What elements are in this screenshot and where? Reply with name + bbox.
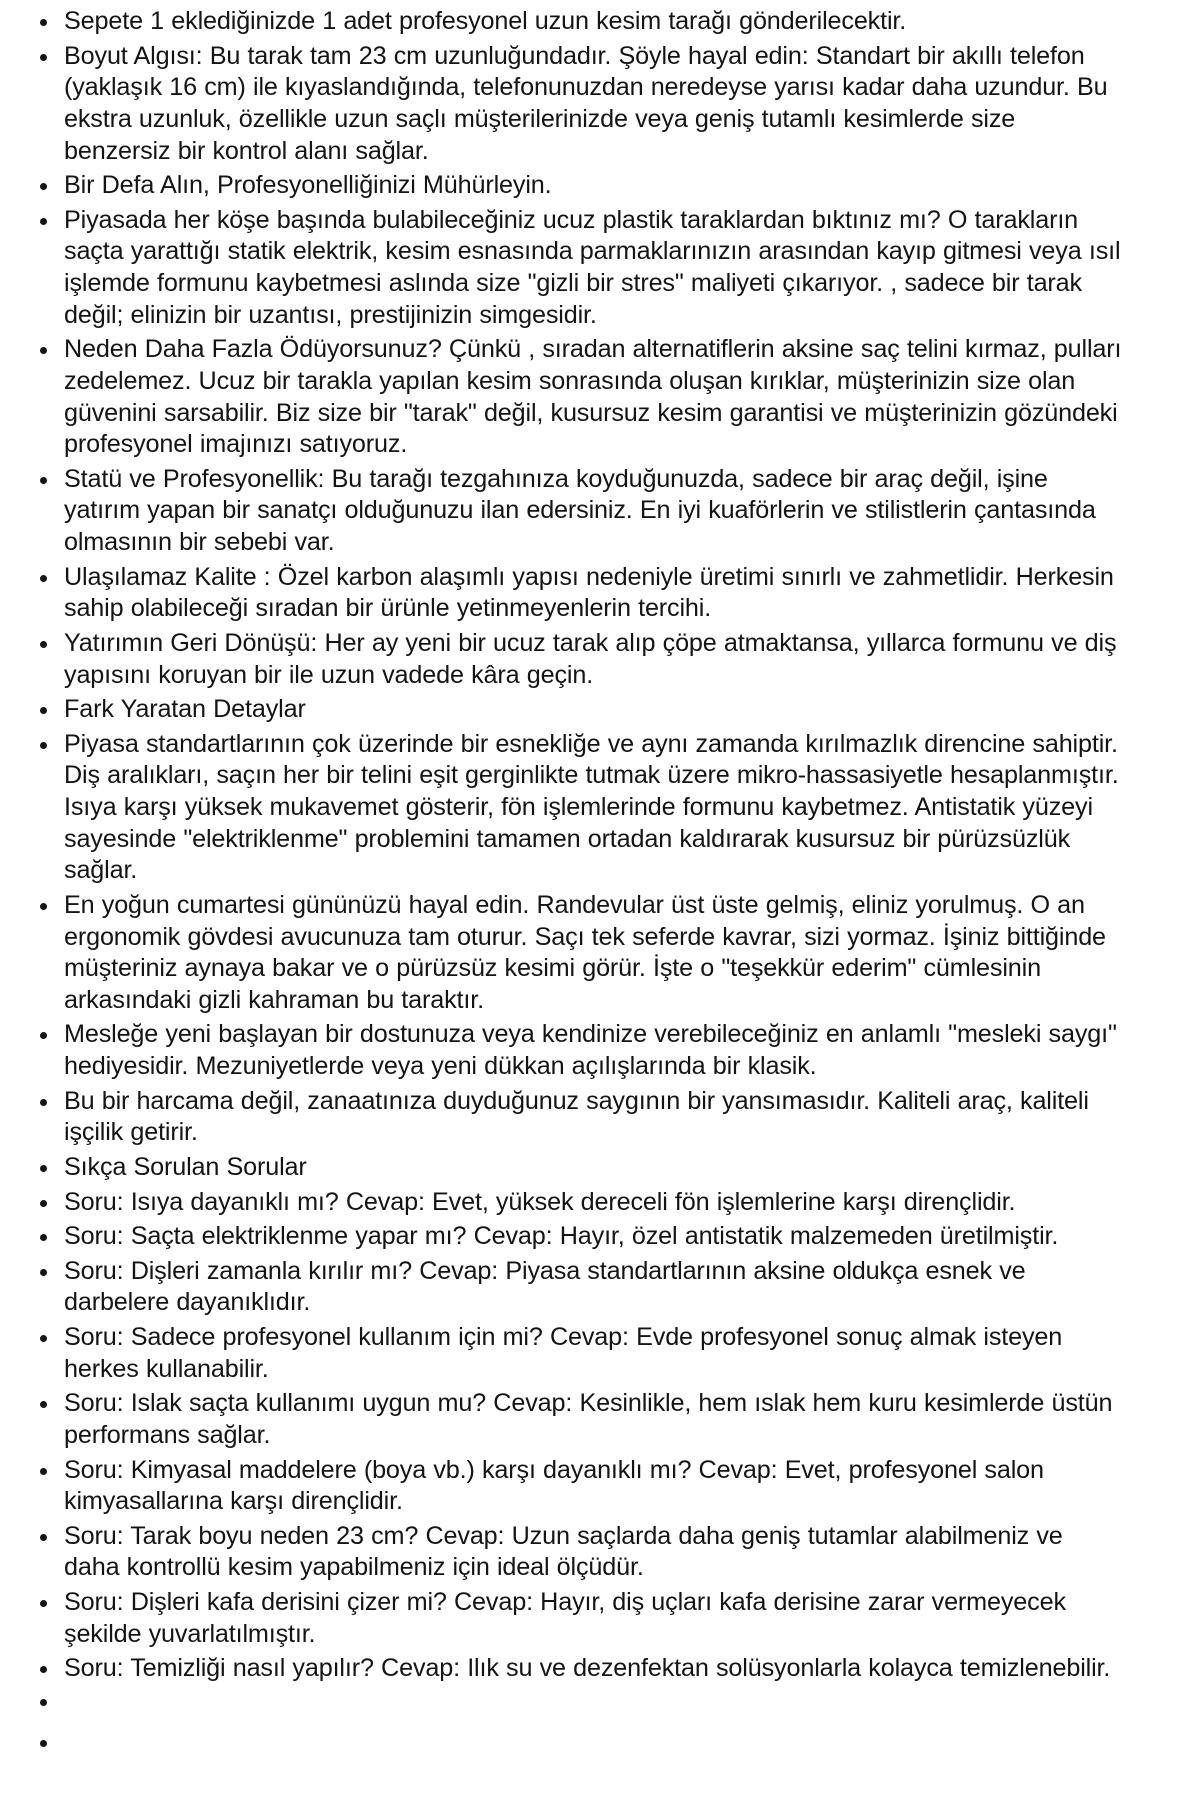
bullet-item: En yoğun cumartesi gününüzü hayal edin. Randevular üst üste gelmiş, eliniz yorulmuş. O an ergonomik gövdesi avucunuza tam oturur. Saçı tek seferde kavrar, sizi yormaz. İşiniz bittiğinde müşteriniz aynaya bakar ve o pürüzsüz kesimi görür. İşte o "teşekkür ederim" cümlesinin arkasındaki gizli kahraman bu taraktır.	[22, 890, 1122, 1017]
bullet-item: Piyasa standartlarının çok üzerinde bir esnekliğe ve aynı zamanda kırılmazlık direncine sahiptir. Diş aralıkları, saçın her bir telini eşit gerginlikte tutmak üzere mikro-hassasiyetle hesaplanmıştır. Isıya karşı yüksek mukavemet gösterir, fön işlemlerinde formunu kaybetmez. Antistatik yüzeyi sayesinde "elektriklenme" problemini tamamen ortadan kaldırarak kusursuz bir pürüzsüzlük sağlar.	[22, 729, 1122, 887]
bullet-item: Piyasada her köşe başında bulabileceğiniz ucuz plastik taraklardan bıktınız mı? O tarakların saçta yarattığı statik elektrik, kesim esnasında parmaklarınızın arasından kayıp gitmesi veya ısıl işlemde formunu kaybetmesi aslında size "gizli bir stres" maliyeti çıkarıyor. , sadece bir tarak değil; elinizin bir uzantısı, prestijinizin simgesidir.	[22, 205, 1122, 332]
bullet-item: Soru: Kimyasal maddelere (boya vb.) karşı dayanıklı mı? Cevap: Evet, profesyonel salon kimyasallarına karşı dirençlidir.	[22, 1455, 1122, 1518]
bullet-item: Statü ve Profesyonellik: Bu tarağı tezgahınıza koyduğunuzda, sadece bir araç değil, işine yatırım yapan bir sanatçı olduğunuzu ilan edersiniz. En iyi kuaförlerin ve stilistlerin çantasında olmasının bir sebebi var.	[22, 464, 1122, 559]
bullet-item: Soru: Saçta elektriklenme yapar mı? Cevap: Hayır, özel antistatik malzemeden üretilmiştir.	[22, 1221, 1122, 1253]
bullet-item: Soru: Tarak boyu neden 23 cm? Cevap: Uzun saçlarda daha geniş tutamlar alabilmeniz ve daha kontrollü kesim yapabilmeniz için ideal ölçüdür.	[22, 1521, 1122, 1584]
bullet-item: Soru: Dişleri zamanla kırılır mı? Cevap: Piyasa standartlarının aksine oldukça esnek ve darbelere dayanıklıdır.	[22, 1256, 1122, 1319]
bullet-item: Soru: Dişleri kafa derisini çizer mi? Cevap: Hayır, diş uçları kafa derisine zarar vermeyecek şekilde yuvarlatılmıştır.	[22, 1587, 1122, 1650]
bullet-item: Sepete 1 eklediğinizde 1 adet profesyonel uzun kesim tarağı gönderilecektir.	[22, 6, 1122, 38]
bullet-item: Yatırımın Geri Dönüşü: Her ay yeni bir ucuz tarak alıp çöpe atmaktansa, yıllarca formunu ve diş yapısını koruyan bir ile uzun vadede kâra geçin.	[22, 628, 1122, 691]
bullet-item: Soru: Temizliği nasıl yapılır? Cevap: Ilık su ve dezenfektan solüsyonlarla kolayca temizlenebilir.	[22, 1653, 1122, 1685]
bullet-item-empty	[22, 1688, 1122, 1719]
bullet-item: Sıkça Sorulan Sorular	[22, 1152, 1122, 1184]
bullet-item: Fark Yaratan Detaylar	[22, 694, 1122, 726]
bullet-item: Ulaşılamaz Kalite : Özel karbon alaşımlı yapısı nedeniyle üretimi sınırlı ve zahmetlidir. Herkesin sahip olabileceği sıradan bir ürünle yetinmeyenlerin tercihi.	[22, 562, 1122, 625]
bullet-item: Soru: Sadece profesyonel kullanım için mi? Cevap: Evde profesyonel sonuç almak isteyen herkes kullanabilir.	[22, 1322, 1122, 1385]
bullet-item: Neden Daha Fazla Ödüyorsunuz? Çünkü , sıradan alternatiflerin aksine saç telini kırmaz, pulları zedelemez. Ucuz bir tarakla yapılan kesim sonrasında oluşan kırıklar, müşterinizin size olan güvenini sarsabilir. Biz size bir "tarak" değil, kusursuz kesim garantisi ve müşterinizin gözündeki profesyonel imajınızı satıyoruz.	[22, 334, 1122, 461]
bullet-item: Soru: Islak saçta kullanımı uygun mu? Cevap: Kesinlikle, hem ıslak hem kuru kesimlerde üstün performans sağlar.	[22, 1388, 1122, 1451]
bullet-item: Boyut Algısı: Bu tarak tam 23 cm uzunluğundadır. Şöyle hayal edin: Standart bir akıllı telefon (yaklaşık 16 cm) ile kıyaslandığında, telefonunuzdan neredeyse yarısı kadar daha uzundur. Bu ekstra uzunluk, özellikle uzun saçlı müşterilerinizde veya geniş tutamlı kesimlerde size benzersiz bir kontrol alanı sağlar.	[22, 41, 1122, 168]
bullet-list	[22, 6, 1122, 1760]
bullet-item-empty	[22, 1729, 1122, 1760]
bullet-item: Bu bir harcama değil, zanaatınıza duyduğunuz saygının bir yansımasıdır. Kaliteli araç, kaliteli işçilik getirir.	[22, 1086, 1122, 1149]
bullet-item: Mesleğe yeni başlayan bir dostunuza veya kendinize verebileceğiniz en anlamlı "mesleki saygı" hediyesidir. Mezuniyetlerde veya yeni dükkan açılışlarında bir klasik.	[22, 1019, 1122, 1082]
bullet-item: Soru: Isıya dayanıklı mı? Cevap: Evet, yüksek dereceli fön işlemlerine karşı dirençlidir.	[22, 1187, 1122, 1219]
bullet-item: Bir Defa Alın, Profesyonelliğinizi Mühürleyin.	[22, 170, 1122, 202]
